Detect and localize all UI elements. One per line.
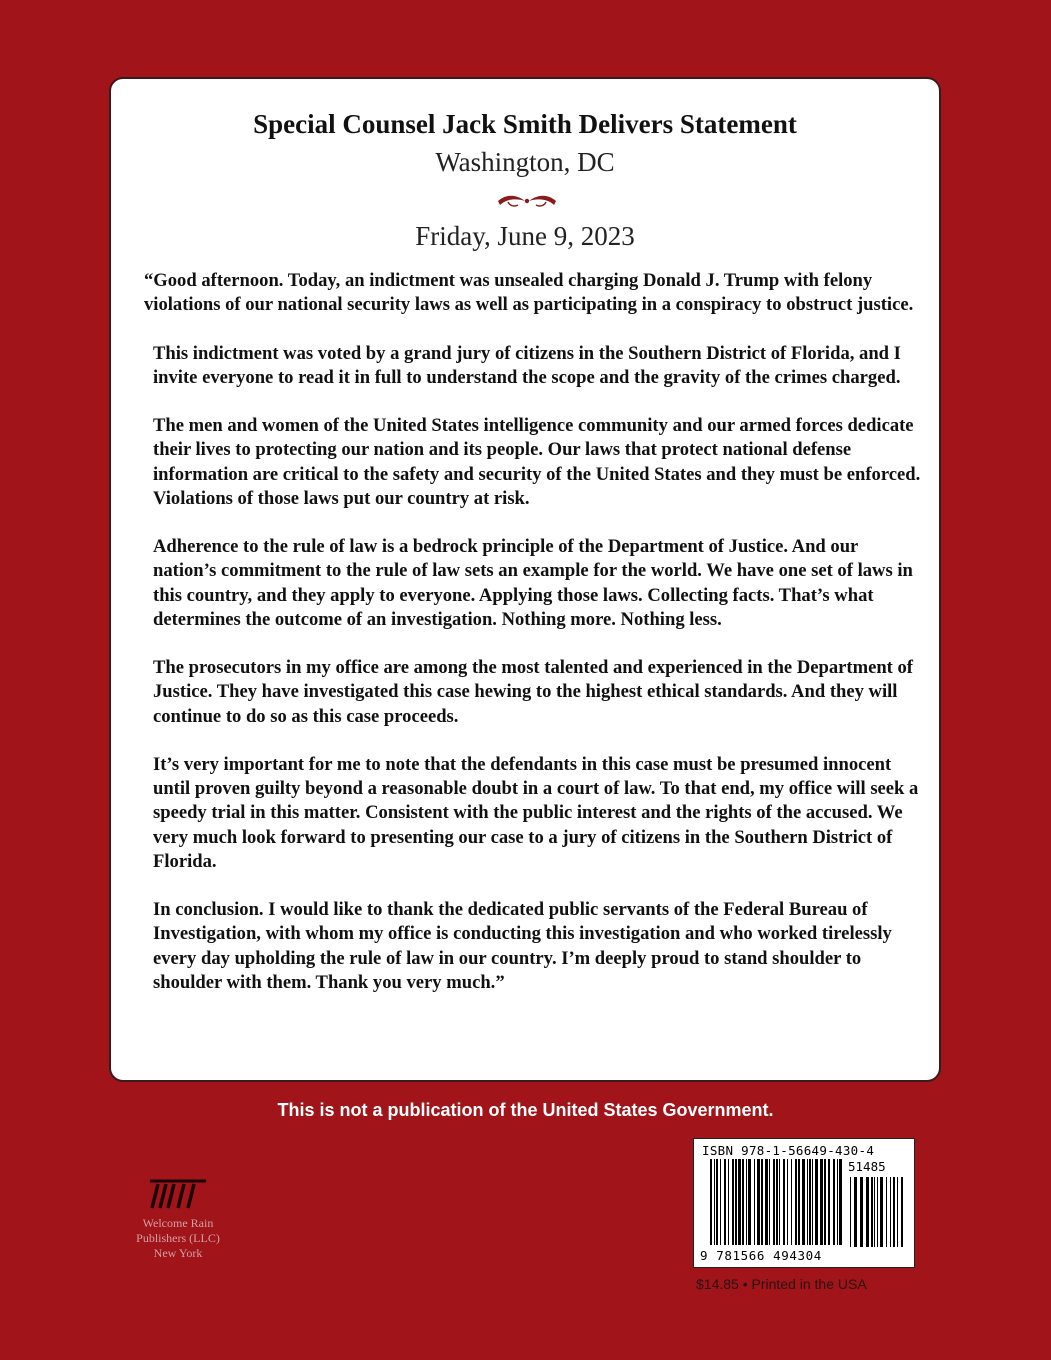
barcode-addon-bar xyxy=(901,1177,903,1247)
barcode-addon-bar xyxy=(897,1177,898,1247)
publisher-logo xyxy=(118,1178,238,1261)
barcode-bar xyxy=(720,1159,721,1245)
barcode-addon-bar xyxy=(860,1177,863,1247)
barcode-bar xyxy=(732,1159,734,1245)
publisher-name-line1: Welcome Rain xyxy=(142,1216,214,1230)
barcode-bar xyxy=(769,1159,770,1245)
barcode-addon-bar xyxy=(886,1177,887,1247)
barcode-bar xyxy=(710,1159,712,1245)
barcode-bar xyxy=(716,1159,718,1245)
statement-location: Washington, DC xyxy=(435,147,615,177)
barcode-bar xyxy=(820,1159,823,1245)
barcode-bar xyxy=(795,1159,797,1245)
barcode-addon-bar xyxy=(850,1177,851,1247)
barcode-addon-bar xyxy=(871,1177,873,1247)
barcode-bar xyxy=(765,1159,768,1245)
barcode-addon-bar xyxy=(874,1177,875,1247)
barcode-addon-bar xyxy=(880,1177,883,1247)
barcode-bar xyxy=(773,1159,775,1245)
barcode-bars xyxy=(700,1159,910,1249)
barcode-bar xyxy=(776,1159,778,1245)
barcode-bar xyxy=(837,1159,838,1245)
decorative-ornament-icon xyxy=(496,193,558,209)
barcode-addon-bar xyxy=(890,1177,891,1247)
barcode-bar xyxy=(812,1159,813,1245)
barcode-bar xyxy=(779,1159,780,1245)
ean-digits: 9 781566 494304 xyxy=(700,1248,822,1263)
barcode-bar xyxy=(833,1159,835,1245)
barcode-addon-bar xyxy=(893,1177,895,1247)
barcode-bar xyxy=(787,1159,788,1245)
publisher-mark-icon xyxy=(148,1178,208,1210)
isbn-barcode xyxy=(693,1138,915,1268)
barcode-bar xyxy=(746,1159,747,1245)
barcode-bar xyxy=(754,1159,755,1245)
barcode-bar xyxy=(828,1159,830,1245)
barcode-addon-number: 51485 xyxy=(848,1159,886,1174)
barcode-bar xyxy=(791,1159,792,1245)
barcode-bar xyxy=(761,1159,763,1245)
barcode-bar xyxy=(714,1159,715,1245)
publisher-name-line2: Publishers (LLC) xyxy=(136,1231,220,1245)
barcode-addon-bar xyxy=(854,1177,857,1247)
barcode-bar xyxy=(783,1159,785,1245)
barcode-bar xyxy=(807,1159,808,1245)
paragraph: The prosecutors in my office are among the most talented and experienced in the Department of Justice. They have investigated this case hewing to the highest ethical standards. And they will continue to do so as this case proceeds. xyxy=(153,657,914,727)
statement-card xyxy=(109,77,941,1082)
paragraph: Adherence to the rule of law is a bedrock principle of the Department of Justice. And our nation’s commitment to the rule of law sets an example for the world. We have one set of laws in this country, and they apply to everyone. Applying those laws. Collecting facts. That’s what determines the outcome of an investigation. Nothing more. Nothing less. xyxy=(153,536,913,630)
barcode-bar xyxy=(748,1159,751,1245)
barcode-bar xyxy=(738,1159,741,1245)
isbn-number: ISBN 978-1-56649-430-4 xyxy=(702,1143,875,1158)
barcode-bar xyxy=(802,1159,805,1245)
barcode-bar xyxy=(815,1159,818,1245)
paragraph: It’s very important for me to note that the defendants in this case must be presumed innocent until proven guilty beyond a reasonable doubt in a court of law. To that end, my office will seek a speedy trial in this matter. Consistent with the public interest and the rights of the accused. We very much look forward to presenting our case to a jury of citizens in the Southern District of Florida. xyxy=(153,753,919,872)
paragraph: In conclusion. I would like to thank the dedicated public servants of the Federal Bureau of Investigation, with whom my office is conducting this investigation and who worked tirelessly every day upholding the rule of law in our country. I’m deeply proud to stand shoulder to shoulder with them. Thank you very much.” xyxy=(153,899,892,993)
barcode-bar xyxy=(728,1159,729,1245)
barcode-bar xyxy=(757,1159,760,1245)
barcode-bar xyxy=(735,1159,737,1245)
paragraph: The men and women of the United States intelligence community and our armed forces dedicate their lives to protecting our nation and its people. Our laws that protect national defense information are critical to the safety and security of the United States and they must be enforced. Violations of those laws put our country at risk. xyxy=(153,415,921,509)
paragraph: This indictment was voted by a grand jury of citizens in the Southern District of Florida, and I invite everyone to read it in full to understand the scope and the gravity of the crimes charged. xyxy=(153,342,901,388)
price-line: $14.85 • Printed in the USA xyxy=(696,1276,867,1292)
statement-body xyxy=(144,269,924,1019)
statement-date: Friday, June 9, 2023 xyxy=(415,221,635,251)
barcode-bar xyxy=(839,1159,842,1245)
barcode-bar xyxy=(742,1159,744,1245)
barcode-bar xyxy=(824,1159,826,1245)
barcode-bar xyxy=(724,1159,726,1245)
barcode-bar xyxy=(809,1159,811,1245)
publisher-city: New York xyxy=(153,1246,203,1260)
statement-title: Special Counsel Jack Smith Delivers Statement xyxy=(253,109,797,139)
barcode-bar xyxy=(798,1159,800,1245)
paragraph: “Good afternoon. Today, an indictment was unsealed charging Donald J. Trump with felony violations of our national security laws as well as participating in a conspiracy to obstruct justice. xyxy=(144,270,914,316)
disclaimer-text: This is not a publication of the United States Government. xyxy=(277,1100,774,1120)
barcode-addon-bar xyxy=(877,1177,878,1247)
barcode-addon-bar xyxy=(866,1177,869,1247)
